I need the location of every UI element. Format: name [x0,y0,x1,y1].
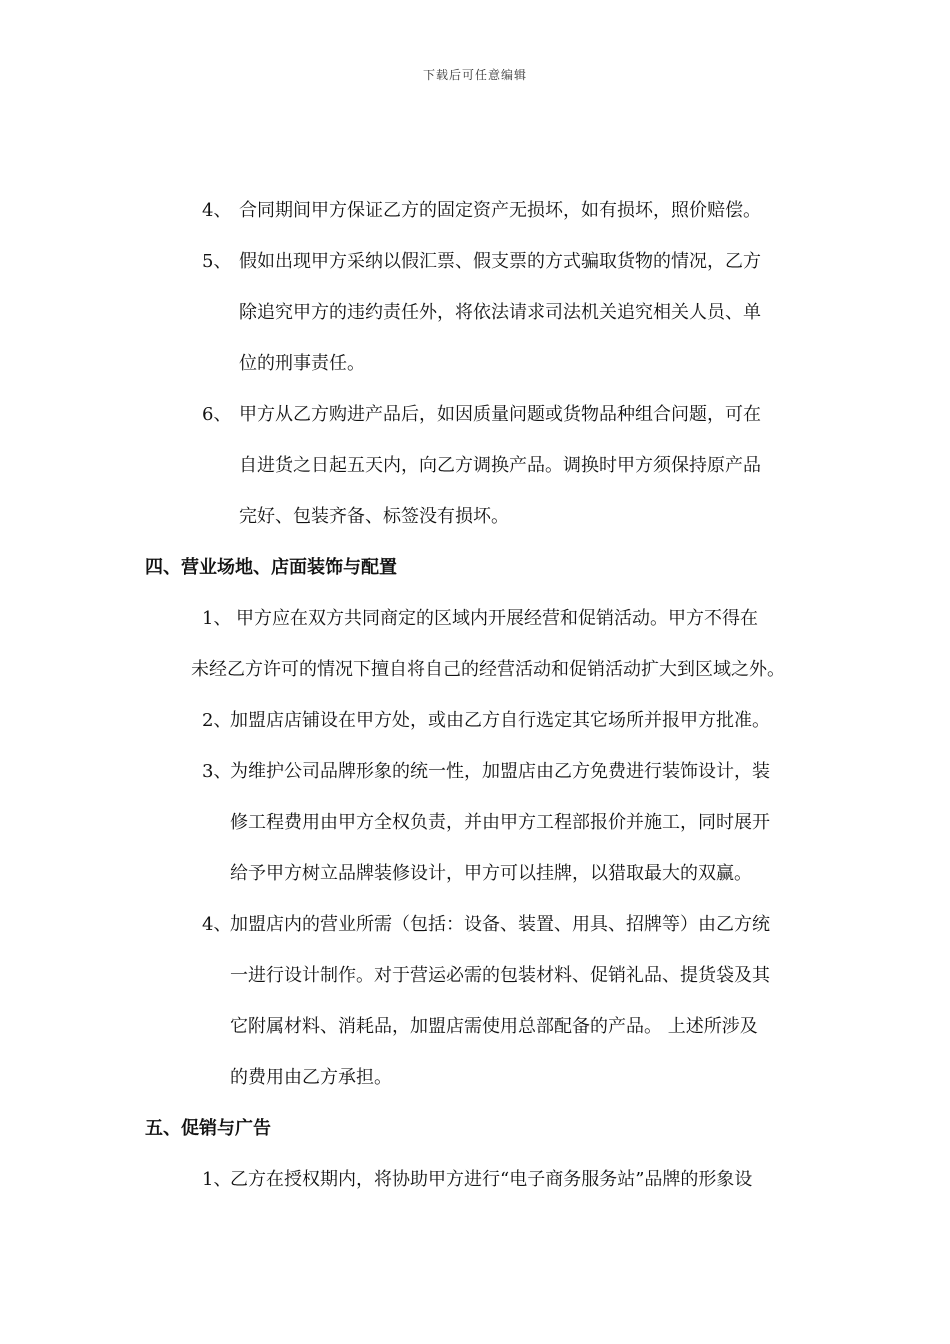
item-text: 加盟店店铺设在甲方处，或由乙方自行选定其它场所并报甲方批准。 [230,710,770,731]
section-heading: 四、营业场地、店面装饰与配置 [145,557,397,578]
item-continuation: 位的刑事责任。 [239,353,365,374]
item-text: 为维护公司品牌形象的统一性，加盟店由乙方免费进行装饰设计，装 [230,761,770,782]
item-text: 甲方应在双方共同商定的区域内开展经营和促销活动。甲方不得在 [236,608,758,629]
item-text: 加盟店内的营业所需（包括：设备、装置、用具、招牌等）由乙方统 [230,914,770,935]
item-continuation: 除追究甲方的违约责任外，将依法请求司法机关追究相关人员、单 [239,302,761,323]
list-item [202,403,761,427]
item-continuation: 给予甲方树立品牌装修设计，甲方可以挂牌，以猎取最大的双赢。 [230,863,752,884]
list-item [202,199,761,223]
item-number: 4、 [202,914,232,935]
item-continuation: 一进行设计制作。对于营运必需的包装材料、促销礼品、提货袋及其 [230,965,770,986]
item-continuation: 未经乙方许可的情况下擅自将自己的经营活动和促销活动扩大到区域之外。 [191,659,785,680]
item-text: 乙方在授权期内，将协助甲方进行“电子商务服务站”品牌的形象设 [230,1169,753,1190]
item-number: 5、 [202,251,232,272]
item-continuation: 的费用由乙方承担。 [230,1067,392,1088]
item-continuation: 它附属材料、消耗品，加盟店需使用总部配备的产品。 上述所涉及 [230,1016,758,1037]
item-number: 1、 [202,608,232,629]
item-number: 3、 [202,761,232,782]
list-item [202,250,761,274]
item-continuation: 自进货之日起五天内，向乙方调换产品。调换时甲方须保持原产品 [239,455,761,476]
list-item [202,760,770,784]
section-heading: 五、促销与广告 [145,1118,271,1139]
item-text: 甲方从乙方购进产品后，如因质量问题或货物品种组合问题，可在 [239,404,761,425]
list-item [202,1168,752,1192]
item-text: 假如出现甲方采纳以假汇票、假支票的方式骗取货物的情况，乙方 [239,251,761,272]
page-header: 下载后可任意编辑 [422,68,527,82]
item-continuation: 完好、包装齐备、标签没有损坏。 [239,506,509,527]
item-continuation: 修工程费用由甲方全权负责，并由甲方工程部报价并施工，同时展开 [230,812,770,833]
item-number: 2、 [202,710,232,731]
item-text: 合同期间甲方保证乙方的固定资产无损坏，如有损坏，照价赔偿。 [239,200,761,221]
item-number: 1、 [202,1169,232,1190]
list-item [202,607,758,631]
item-number: 6、 [202,404,232,425]
item-number: 4、 [202,200,232,221]
list-item [202,913,770,937]
list-item [202,709,770,733]
